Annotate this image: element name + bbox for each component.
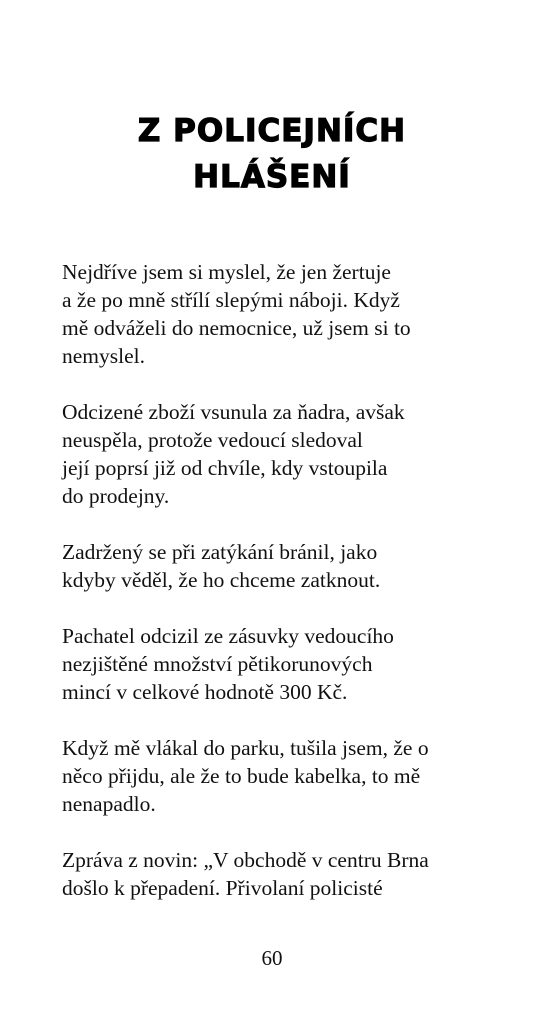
body-text [62,258,502,930]
text-line: neuspěla, protože vedoucí sledoval [62,428,363,452]
paragraph-1 [62,258,502,370]
text-line: Odcizené zboží vsunula za ňadra, avšak [62,400,405,424]
text-line: kdyby věděl, že ho chceme zatknout. [62,568,381,592]
chapter-title-line-2: HLÁŠENÍ [193,159,351,195]
text-line: nemyslel. [62,344,145,368]
text-line: mincí v celkové hodnotě 300 Kč. [62,680,348,704]
text-line: nenapadlo. [62,792,156,816]
text-line: nezjištěné množství pětikorunových [62,652,373,676]
text-line: a že po mně střílí slepými náboji. Když [62,288,400,312]
text-line: došlo k přepadení. Přivolaní policisté [62,876,383,900]
text-line: něco přijdu, ale že to bude kabelka, to mě [62,764,421,788]
text-line: Pachatel odcizil ze zásuvky vedoucího [62,624,394,648]
paragraph-4 [62,622,502,706]
paragraph-5 [62,734,502,818]
chapter-title-line-1: Z POLICEJNÍCH [137,113,407,149]
page-number: 60 [261,946,283,970]
text-line: Zadržený se při zatýkání bránil, jako [62,540,378,564]
paragraph-6 [62,846,502,902]
text-line: Nejdříve jsem si myslel, že jen žertuje [62,260,391,284]
text-line: mě odváželi do nemocnice, už jsem si to [62,316,411,340]
chapter-title [0,108,544,200]
text-line: Zpráva z novin: „V obchodě v centru Brna [62,848,429,872]
text-line: její poprsí již od chvíle, kdy vstoupila [62,456,388,480]
paragraph-3 [62,538,502,594]
text-line: Když mě vlákal do parku, tušila jsem, že o [62,736,429,760]
paragraph-2 [62,398,502,510]
text-line: do prodejny. [62,484,170,508]
